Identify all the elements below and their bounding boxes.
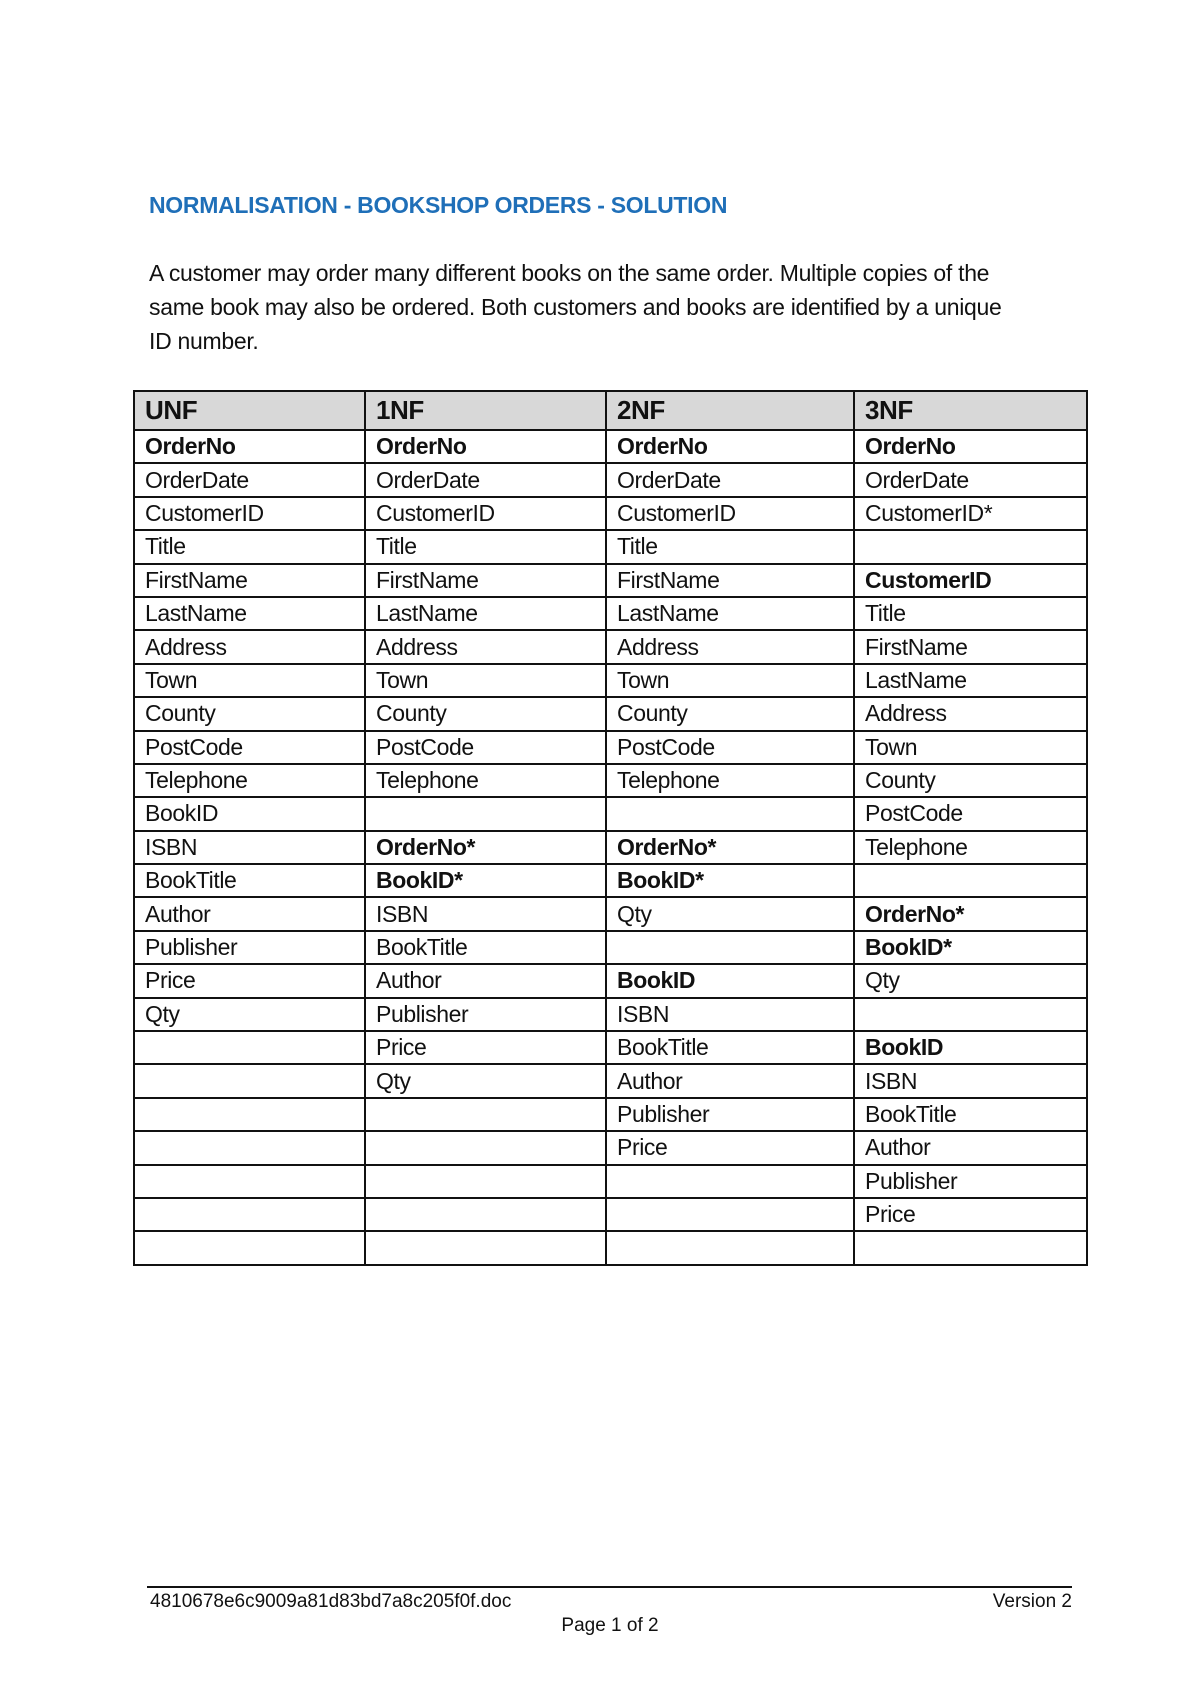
table-row [134, 998, 1087, 1031]
table-cell: Telephone [134, 764, 365, 797]
table-cell: BookTitle [365, 931, 606, 964]
table-cell [134, 1098, 365, 1131]
table-cell: BookID* [854, 931, 1087, 964]
table-cell: BookID [134, 797, 365, 830]
table-cell: LastName [365, 597, 606, 630]
table-cell: OrderDate [134, 463, 365, 496]
table-cell: Price [854, 1198, 1087, 1231]
column-header-1nf: 1NF [365, 391, 606, 430]
table-row [134, 897, 1087, 930]
table-cell: PostCode [854, 797, 1087, 830]
table-cell: Author [134, 897, 365, 930]
column-header-unf: UNF [134, 391, 365, 430]
table-row [134, 1198, 1087, 1231]
table-row [134, 764, 1087, 797]
table-cell: Telephone [365, 764, 606, 797]
intro-paragraph [149, 256, 1069, 358]
column-header-2nf: 2NF [606, 391, 854, 430]
table-cell [606, 1231, 854, 1264]
table-cell [606, 1165, 854, 1198]
table-cell: CustomerID* [854, 497, 1087, 530]
table-cell: OrderDate [365, 463, 606, 496]
table-cell: County [606, 697, 854, 730]
table-cell: FirstName [134, 564, 365, 597]
intro-line: same book may also be ordered. Both customers and books are identified by a unique [149, 294, 1002, 320]
normalisation-table [133, 390, 1088, 1266]
table-cell [134, 1064, 365, 1097]
table-cell: BookTitle [606, 1031, 854, 1064]
page-title: NORMALISATION - BOOKSHOP ORDERS - SOLUTION [149, 192, 728, 218]
table-row [134, 630, 1087, 663]
table-cell [854, 998, 1087, 1031]
table-row [134, 597, 1087, 630]
table-cell: CustomerID [134, 497, 365, 530]
table-cell [365, 797, 606, 830]
table-cell [365, 1098, 606, 1131]
table-cell [606, 931, 854, 964]
table-cell: BookID [606, 964, 854, 997]
footer-filename: 4810678e6c9009a81d83bd7a8c205f0f.doc [150, 1591, 512, 1612]
table-cell: Telephone [854, 831, 1087, 864]
column-header-3nf: 3NF [854, 391, 1087, 430]
table-cell [606, 1198, 854, 1231]
footer-version: Version 2 [992, 1591, 1072, 1612]
table-cell: Address [365, 630, 606, 663]
table-cell: BookTitle [854, 1098, 1087, 1131]
table-cell: Title [606, 530, 854, 563]
table-cell: Author [606, 1064, 854, 1097]
footer-divider [147, 1586, 1072, 1588]
table-cell: OrderDate [854, 463, 1087, 496]
table-row [134, 564, 1087, 597]
table-cell: LastName [606, 597, 854, 630]
table-cell: BookID* [606, 864, 854, 897]
table-row [134, 831, 1087, 864]
table-cell: FirstName [854, 630, 1087, 663]
table-cell: OrderNo* [854, 897, 1087, 930]
table-row [134, 931, 1087, 964]
table-cell [365, 1231, 606, 1264]
table-cell: Publisher [365, 998, 606, 1031]
table-cell: OrderNo [606, 430, 854, 463]
table-cell: CustomerID [606, 497, 854, 530]
table-cell: Publisher [606, 1098, 854, 1131]
table-cell: Town [854, 731, 1087, 764]
intro-line: A customer may order many different books on the same order. Multiple copies of the [149, 260, 990, 286]
table-cell: Title [365, 530, 606, 563]
table-cell: ISBN [854, 1064, 1087, 1097]
table-cell: Price [606, 1131, 854, 1164]
table-cell [134, 1165, 365, 1198]
table-cell [854, 864, 1087, 897]
table-cell: Town [365, 664, 606, 697]
table-cell: Address [854, 697, 1087, 730]
table-cell: Address [134, 630, 365, 663]
table-cell: PostCode [134, 731, 365, 764]
table-cell: OrderDate [606, 463, 854, 496]
table-row [134, 731, 1087, 764]
table-row [134, 664, 1087, 697]
table-cell [134, 1031, 365, 1064]
table-cell: OrderNo [365, 430, 606, 463]
table-cell: ISBN [365, 897, 606, 930]
table-row [134, 964, 1087, 997]
table-cell: County [134, 697, 365, 730]
table-row [134, 1098, 1087, 1131]
table-cell: BookTitle [134, 864, 365, 897]
table-cell: County [854, 764, 1087, 797]
footer-page-number: Page 1 of 2 [561, 1615, 659, 1636]
table-cell: Title [134, 530, 365, 563]
table-row [134, 1231, 1087, 1264]
table-cell: PostCode [606, 731, 854, 764]
table-cell: Price [365, 1031, 606, 1064]
table-cell [365, 1165, 606, 1198]
table-row [134, 430, 1087, 463]
table-cell: Qty [134, 998, 365, 1031]
table-cell: Author [365, 964, 606, 997]
table-row [134, 697, 1087, 730]
table-cell: OrderNo* [606, 831, 854, 864]
table-cell: FirstName [365, 564, 606, 597]
table-cell: ISBN [606, 998, 854, 1031]
table-cell: CustomerID [854, 564, 1087, 597]
table-cell [365, 1131, 606, 1164]
table-cell: BookID [854, 1031, 1087, 1064]
table-cell: ISBN [134, 831, 365, 864]
table-cell [365, 1198, 606, 1231]
table-cell: FirstName [606, 564, 854, 597]
table-row [134, 1031, 1087, 1064]
table-row [134, 1165, 1087, 1198]
table-row [134, 1131, 1087, 1164]
table-row [134, 864, 1087, 897]
table-cell [854, 530, 1087, 563]
table-cell: County [365, 697, 606, 730]
table-cell: Address [606, 630, 854, 663]
table-cell: Publisher [134, 931, 365, 964]
table-cell: OrderNo [854, 430, 1087, 463]
table-row [134, 497, 1087, 530]
table-cell: OrderNo* [365, 831, 606, 864]
table-cell: Town [134, 664, 365, 697]
table-cell: BookID* [365, 864, 606, 897]
table-row [134, 797, 1087, 830]
table-cell: Publisher [854, 1165, 1087, 1198]
table-cell: Town [606, 664, 854, 697]
table-cell: Title [854, 597, 1087, 630]
table-header-row [134, 391, 1087, 430]
table-row [134, 530, 1087, 563]
table-cell: Qty [365, 1064, 606, 1097]
table-cell [606, 797, 854, 830]
table-cell: OrderNo [134, 430, 365, 463]
table-cell: CustomerID [365, 497, 606, 530]
table-cell: Qty [854, 964, 1087, 997]
table-cell: Telephone [606, 764, 854, 797]
table-cell: LastName [134, 597, 365, 630]
table-row [134, 463, 1087, 496]
table-cell [134, 1198, 365, 1231]
table-cell: PostCode [365, 731, 606, 764]
table-cell: LastName [854, 664, 1087, 697]
table-cell [854, 1231, 1087, 1264]
table-cell: Author [854, 1131, 1087, 1164]
table-row [134, 1064, 1087, 1097]
table-cell: Price [134, 964, 365, 997]
table-cell: Qty [606, 897, 854, 930]
table-cell [134, 1231, 365, 1264]
intro-line: ID number. [149, 328, 259, 354]
table-body [134, 430, 1087, 1265]
table-cell [134, 1131, 365, 1164]
